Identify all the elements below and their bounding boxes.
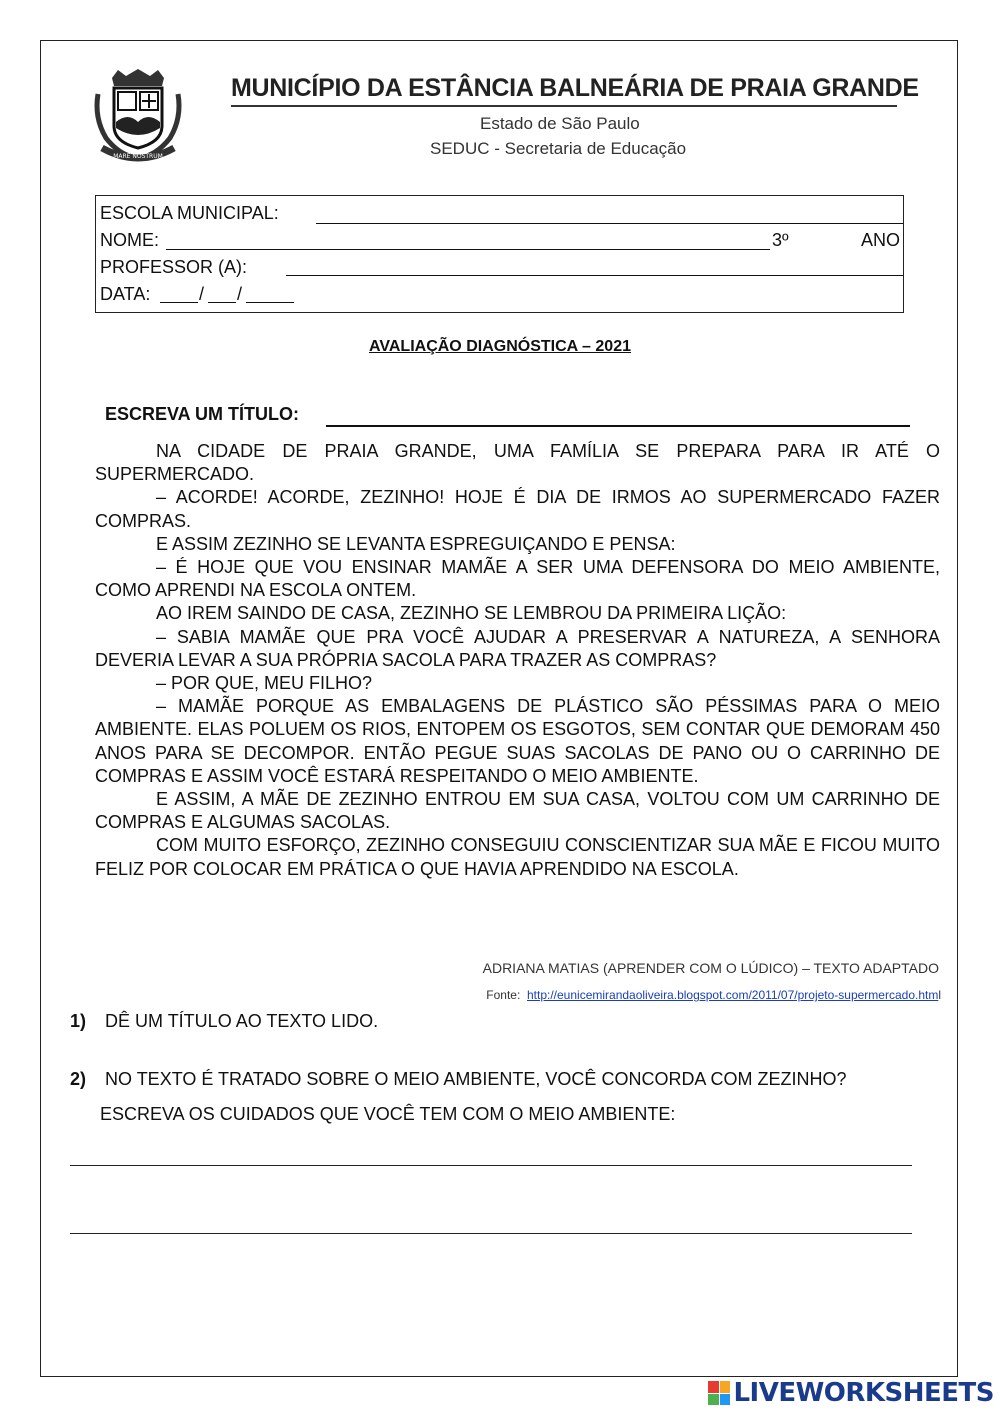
story-paragraph: NA CIDADE DE PRAIA GRANDE, UMA FAMÍLIA SE PREPARA PARA IR ATÉ O SUPERMERCADO. [95,441,940,485]
crest-motto: MARE NOSTRUM [113,153,163,160]
story-paragraph: – POR QUE, MEU FILHO? [156,673,373,694]
logo-tile [720,1381,731,1393]
story-paragraph: COM MUITO ESFORÇO, ZEZINHO CONSEGUIU CONSCIENTIZAR SUA MÃE E FICOU MUITO FELIZ POR COLOCAR EM PRÁTICA O QUE HAVIA APRENDIDO NA ESCOLA. [95,835,940,879]
story-paragraph: AO IREM SAINDO DE CASA, ZEZINHO SE LEMBROU DA PRIMEIRA LIÇÃO: [156,603,787,624]
story-paragraph: – ACORDE! ACORDE, ZEZINHO! HOJE É DIA DE IRMOS AO SUPERMERCADO FAZER COMPRAS. [95,487,940,531]
question-number: 2) [70,1069,87,1089]
logo-tile [720,1394,731,1406]
watermark-text: LIVEWORKSHEETS [733,1378,994,1408]
title-answer-field[interactable] [326,425,910,427]
date-day-field[interactable] [160,302,198,303]
name-label: NOME: [100,230,160,250]
source-link-tail: l [938,988,941,1002]
name-field[interactable] [166,249,770,250]
source-label: Fonte: [486,988,521,1002]
story-paragraph: – MAMÃE PORQUE AS EMBALAGENS DE PLÁSTICO SÃO PÉSSIMAS PARA O MEIO AMBIENTE. ELAS POLUEM OS RIOS, ENTOPEM OS ESGOTOS, SEM CONTAR QUE DEMORAM 450 ANOS PARA SE DECOMPOR. ENTÃO PEGUE SUAS SACOLAS DE PANO OU O CARRINHO DE COMPRAS E ASSIM VOCÊ ESTARÁ RESPEITANDO O MEIO AMBIENTE. [95,696,940,786]
student-info-box [95,195,904,313]
question-1 [70,1011,378,1032]
school-field[interactable] [316,223,903,224]
story-text [95,440,940,881]
grade-value: 3º [772,230,789,250]
question-2-continuation: ESCREVA OS CUIDADOS QUE VOCÊ TEM COM O MEIO AMBIENTE: [100,1104,676,1124]
date-label: DATA: [100,284,151,304]
date-year-field[interactable] [246,302,294,303]
question-text: NO TEXTO É TRATADO SOBRE O MEIO AMBIENTE, VOCÊ CONCORDA COM ZEZINHO? [105,1069,847,1089]
state-subtitle: Estado de São Paulo [480,114,640,133]
date-separator: / [199,284,205,304]
teacher-field[interactable] [286,275,903,276]
story-paragraph: E ASSIM ZEZINHO SE LEVANTA ESPREGUIÇANDO E PENSA: [156,533,676,554]
question-2 [70,1069,846,1090]
date-month-field[interactable] [208,302,236,303]
answer-line[interactable] [70,1233,912,1234]
year-label: ANO [861,230,901,250]
source-link[interactable]: http://eunicemirandaoliveira.blogspot.com/2011/07/projeto-supermercado.htm [526,988,939,1002]
story-paragraph: – É HOJE QUE VOU ENSINAR MAMÃE A SER UMA DEFENSORA DO MEIO AMBIENTE, COMO APRENDI NA ESCOLA ONTEM. [95,557,940,601]
assessment-title: AVALIAÇÃO DIAGNÓSTICA – 2021 [369,338,631,355]
school-label: ESCOLA MUNICIPAL: [100,203,279,223]
liveworksheets-logo-icon [708,1381,730,1405]
date-separator: / [237,284,243,304]
logo-tile [708,1394,719,1406]
question-number: 1) [70,1011,87,1031]
source-line [486,988,941,1002]
story-paragraph: – SABIA MAMÃE QUE PRA VOCÊ AJUDAR A PRESERVAR A NATUREZA, A SENHORA DEVERIA LEVAR A SUA PRÓPRIA SACOLA PARA TRAZER AS COMPRAS? [95,626,940,670]
municipality-title: MUNICÍPIO DA ESTÂNCIA BALNEÁRIA DE PRAIA GRANDE [231,74,897,107]
text-credit: ADRIANA MATIAS (APRENDER COM O LÚDICO) – TEXTO ADAPTADO [482,960,939,976]
liveworksheets-watermark [708,1379,994,1407]
answer-line[interactable] [70,1165,912,1166]
municipal-crest-icon [92,68,184,164]
teacher-label: PROFESSOR (A): [100,257,248,277]
logo-tile [708,1381,719,1393]
question-text: DÊ UM TÍTULO AO TEXTO LIDO. [105,1011,379,1031]
story-paragraph: E ASSIM, A MÃE DE ZEZINHO ENTROU EM SUA CASA, VOLTOU COM UM CARRINHO DE COMPRAS E ALGUMAS SACOLAS. [95,789,940,833]
department-subtitle: SEDUC - Secretaria de Educação [430,139,687,158]
title-prompt: ESCREVA UM TÍTULO: [105,404,299,424]
